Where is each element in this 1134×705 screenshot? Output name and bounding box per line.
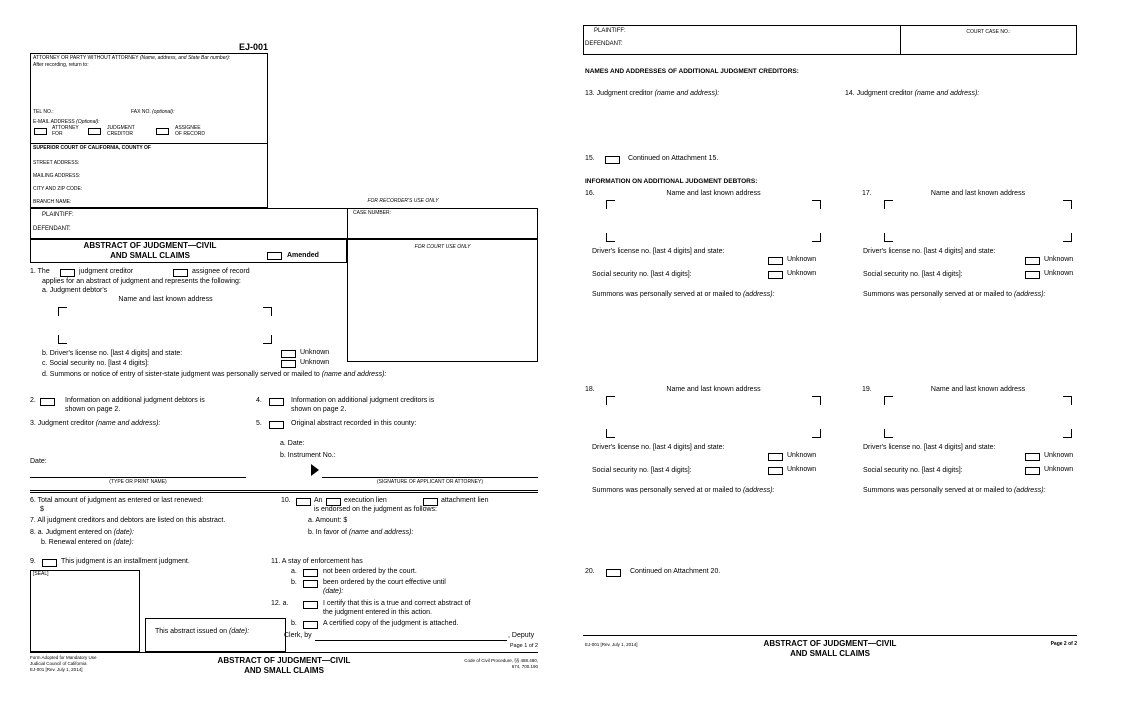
- debtor-ssn-unknown-label: Unknown: [787, 466, 817, 473]
- print-name-line[interactable]: [30, 477, 246, 478]
- page2-footer-left: EJ-001 [Rev. July 1, 2014]: [585, 642, 638, 647]
- debtor-ssn-unknown-checkbox[interactable]: [768, 467, 783, 475]
- item9-number: 9.: [30, 558, 36, 565]
- item15-checkbox[interactable]: [605, 156, 620, 164]
- debtor-dl-label: Driver's license no. [last 4 digits] and state:: [863, 444, 996, 451]
- debtor-dl-label: Driver's license no. [last 4 digits] and state:: [592, 248, 725, 255]
- item11-label: 11. A stay of enforcement has: [271, 558, 363, 565]
- item2-line1: Information on additional judgment debtors is: [65, 397, 205, 404]
- item1b-unknown-checkbox[interactable]: [281, 350, 296, 358]
- street-address-label: STREET ADDRESS:: [33, 160, 80, 166]
- debtor-block-16: [580, 190, 830, 310]
- debtor-name-label: Name and last known address: [666, 190, 761, 197]
- item4-number: 4.: [256, 397, 262, 404]
- item12a-line2: the judgment entered in this action.: [323, 609, 432, 616]
- item6-label: 6. Total amount of judgment as entered or last renewed:: [30, 497, 204, 504]
- debtor-dl-unknown-label: Unknown: [787, 256, 817, 263]
- debtor-dl-unknown-label: Unknown: [1044, 256, 1074, 263]
- item12b-number: b.: [291, 620, 297, 627]
- item1b-unknown-label: Unknown: [300, 349, 330, 356]
- deputy-label: , Deputy: [508, 632, 535, 639]
- item15-number: 15.: [585, 155, 595, 162]
- defendant-label: DEFENDANT:: [33, 226, 71, 232]
- item2-checkbox[interactable]: [40, 398, 55, 406]
- item14-label: 14. Judgment creditor (name and address):: [845, 90, 980, 97]
- debtor-summons-label: Summons was personally served at or mailed to (address):: [863, 487, 1046, 494]
- item2-number: 2.: [30, 397, 36, 404]
- item2-line2: shown on page 2.: [65, 406, 121, 413]
- mailing-address-label: MAILING ADDRESS:: [33, 173, 81, 179]
- debtor-number: 19.: [862, 386, 872, 393]
- item5a-label: a. Date:: [280, 440, 305, 447]
- judgment-creditor-label-2: CREDITOR: [107, 131, 134, 137]
- after-recording-label: After recording, return to:: [33, 62, 89, 68]
- item5b-label: b. Instrument No.:: [280, 452, 336, 459]
- item11a-checkbox[interactable]: [303, 569, 318, 577]
- superior-court-label: SUPERIOR COURT OF CALIFORNIA, COUNTY OF: [33, 145, 151, 151]
- item5-checkbox[interactable]: [269, 421, 284, 429]
- debtor-dl-unknown-checkbox[interactable]: [768, 257, 783, 265]
- signature-line[interactable]: [322, 477, 538, 478]
- item11a-label: not been ordered by the court.: [323, 568, 417, 575]
- court-use-box: [347, 239, 538, 362]
- signature-caption: (SIGNATURE OF APPLICANT OR ATTORNEY): [376, 479, 484, 485]
- item10a-label: a. Amount: $: [308, 517, 348, 524]
- seal-label: [SEAL]: [33, 571, 49, 577]
- item8a-label: 8. a. Judgment entered on (date):: [30, 529, 134, 536]
- item1-assignee-checkbox[interactable]: [173, 269, 188, 277]
- item13-label: 13. Judgment creditor (name and address):: [585, 90, 720, 97]
- debtor-ssn-unknown-label: Unknown: [1044, 466, 1074, 473]
- debtor-name-label: Name and last known address: [930, 386, 1026, 393]
- section-double-rule: [30, 490, 538, 493]
- item10-execution-lien-checkbox[interactable]: [326, 498, 341, 506]
- item7-label: 7. All judgment creditors and debtors are listed on this abstract.: [30, 517, 226, 524]
- debtor-summons-label: Summons was personally served at or mailed to (address):: [592, 291, 775, 298]
- footer-title-line1: ABSTRACT OF JUDGMENT—CIVIL: [217, 656, 351, 665]
- item1-judgment-creditor-checkbox[interactable]: [60, 269, 75, 277]
- debtor-ssn-label: Social security no. [last 4 digits]:: [592, 467, 692, 474]
- debtor-ssn-label: Social security no. [last 4 digits]:: [863, 271, 963, 278]
- date-label: Date:: [30, 458, 47, 465]
- footer-rule: [30, 652, 538, 653]
- footer-title-line2: AND SMALL CLAIMS: [244, 666, 324, 675]
- debtor-name-address-area[interactable]: [884, 200, 1072, 242]
- footer-left-line1: Form Adopted for Mandatory Use: [30, 655, 97, 660]
- debtor-name-label: Name and last known address: [666, 386, 761, 393]
- fax-label: FAX NO. (optional):: [131, 109, 175, 115]
- item3-label: 3. Judgment creditor (name and address):: [30, 420, 161, 427]
- item1c-label: c. Social security no. [last 4 digits]:: [42, 360, 149, 367]
- amended-checkbox[interactable]: [267, 252, 282, 260]
- email-label: E-MAIL ADDRESS (Optional):: [33, 119, 100, 125]
- item9-label: This judgment is an installment judgment.: [61, 558, 190, 565]
- debtor-summons-label: Summons was personally served at or mailed to (address):: [863, 291, 1046, 298]
- page2-footer-title-line2: AND SMALL CLAIMS: [790, 649, 870, 658]
- amended-label: Amended: [287, 252, 319, 259]
- debtor-ssn-unknown-label: Unknown: [1044, 270, 1074, 277]
- footer-right-line2: 674, 700.190: [511, 664, 538, 669]
- city-zip-label: CITY AND ZIP CODE:: [33, 186, 83, 192]
- branch-name-label: BRANCH NAME:: [33, 199, 72, 205]
- debtor-ssn-label: Social security no. [last 4 digits]:: [863, 467, 963, 474]
- item10-an-label: An: [314, 497, 323, 504]
- debtor-ssn-unknown-checkbox[interactable]: [1025, 467, 1040, 475]
- item12b-label: A certified copy of the judgment is attached.: [323, 620, 459, 627]
- item1-assignee-label: assignee of record: [192, 268, 250, 275]
- debtor-summons-label: Summons was personally served at or mailed to (address):: [592, 487, 775, 494]
- debtor-dl-unknown-checkbox[interactable]: [1025, 453, 1040, 461]
- debtor-block-18: [580, 386, 830, 506]
- tel-label: TEL NO.:: [33, 109, 54, 115]
- item11b-number: b.: [291, 579, 297, 586]
- debtor-dl-unknown-label: Unknown: [1044, 452, 1074, 459]
- debtor-name-address-area[interactable]: [884, 396, 1072, 438]
- item12a-line1: I certify that this is a true and correct abstract of: [323, 600, 471, 607]
- court-section-divider: [30, 143, 268, 144]
- recorder-use-label: FOR RECORDER'S USE ONLY: [367, 198, 439, 204]
- item20-number: 20.: [585, 568, 595, 575]
- seal-box: [30, 570, 140, 652]
- party-caption-box: [30, 208, 538, 239]
- item6-dollar: $: [40, 506, 44, 513]
- page2-footer-title-line1: ABSTRACT OF JUDGMENT—CIVIL: [763, 639, 897, 648]
- debtor-number: 17.: [862, 190, 872, 197]
- assignee-label-1: ASSIGNEE: [175, 125, 201, 131]
- court-use-label: FOR COURT USE ONLY: [414, 244, 471, 250]
- item10-attachment-lien-label: attachment lien: [441, 497, 489, 504]
- item20-label: Continued on Attachment 20.: [630, 568, 721, 575]
- item1-pre: 1. The: [30, 268, 50, 275]
- item4-line1: Information on additional judgment creditors is: [291, 397, 435, 404]
- debtor-ssn-label: Social security no. [last 4 digits]:: [592, 271, 692, 278]
- item1-line2: applies for an abstract of judgment and represents the following:: [42, 278, 241, 285]
- case-number-label: CASE NUMBER:: [353, 210, 392, 216]
- item4-checkbox[interactable]: [269, 398, 284, 406]
- signature-arrow-icon: [311, 464, 319, 476]
- debtor-dl-label: Driver's license no. [last 4 digits] and state:: [592, 444, 725, 451]
- item12a-checkbox[interactable]: [303, 601, 318, 609]
- debtor-dl-label: Driver's license no. [last 4 digits] and state:: [863, 248, 996, 255]
- item1c-unknown-label: Unknown: [300, 359, 330, 366]
- item10b-label: b. In favor of (name and address):: [308, 529, 414, 536]
- page2-footer-rule: [583, 635, 1077, 636]
- page2-plaintiff-label: PLAINTIFF:: [594, 28, 626, 34]
- item1a-name-address-label: Name and last known address: [118, 296, 213, 303]
- form-number: EJ-001: [238, 42, 268, 52]
- debtor-ssn-unknown-checkbox[interactable]: [1025, 271, 1040, 279]
- debtor-number: 16.: [585, 190, 595, 197]
- item1a-name-address-area[interactable]: [58, 307, 272, 344]
- attorney-label: ATTORNEY OR PARTY WITHOUT ATTORNEY (Name, address, and State Bar number):: [33, 55, 231, 61]
- debtor-dl-unknown-checkbox[interactable]: [1025, 257, 1040, 265]
- clerk-by-label: Clerk, by: [284, 632, 312, 639]
- debtor-name-address-area[interactable]: [606, 200, 821, 242]
- attorney-for-checkbox[interactable]: [34, 128, 47, 135]
- debtor-ssn-unknown-label: Unknown: [787, 270, 817, 277]
- form-title-line2: AND SMALL CLAIMS: [110, 251, 190, 260]
- page2-page-label: Page 2 of 2: [1050, 641, 1077, 647]
- item12b-checkbox[interactable]: [303, 621, 318, 629]
- item5-number: 5.: [256, 420, 262, 427]
- item10-attachment-lien-checkbox[interactable]: [423, 498, 438, 506]
- print-name-caption: (TYPE OR PRINT NAME): [109, 479, 167, 485]
- footer-left-line2: Judicial Council of California: [30, 661, 87, 666]
- item11b-label: been ordered by the court effective until: [323, 579, 446, 586]
- debtor-number: 18.: [585, 386, 595, 393]
- page2-defendant-label: DEFENDANT:: [585, 41, 623, 47]
- attorney-for-label-2: FOR: [52, 131, 63, 137]
- item10-line2: is endorsed on the judgment as follows:: [314, 506, 437, 513]
- item1b-label: b. Driver's license no. [last 4 digits] and state:: [42, 350, 183, 357]
- item9-checkbox[interactable]: [42, 559, 57, 567]
- debtor-block-17: [858, 190, 1108, 310]
- form-page-1: [28, 40, 540, 700]
- item1d-label: d. Summons or notice of entry of sister-state judgment was personally served or mailed to (name and address):: [42, 371, 387, 378]
- item11b-checkbox[interactable]: [303, 580, 318, 588]
- item10-number: 10.: [281, 497, 291, 504]
- item4-line2: shown on page 2.: [291, 406, 347, 413]
- assignee-of-record-checkbox[interactable]: [156, 128, 169, 135]
- debtor-ssn-unknown-checkbox[interactable]: [768, 271, 783, 279]
- item11b-date-label: (date):: [323, 588, 344, 595]
- plaintiff-label: PLAINTIFF:: [42, 212, 74, 218]
- item10-an-checkbox[interactable]: [296, 498, 311, 506]
- footer-left-line3: EJ-001 [Rev. July 1, 2014]: [30, 667, 83, 672]
- court-case-no-label: COURT CASE NO.:: [966, 29, 1011, 35]
- assignee-label-2: OF RECORD: [175, 131, 205, 137]
- item20-checkbox[interactable]: [606, 569, 621, 577]
- item12a-number: 12. a.: [271, 600, 289, 607]
- judgment-creditor-checkbox[interactable]: [88, 128, 101, 135]
- attorney-for-label-1: ATTORNEY: [52, 125, 79, 131]
- item8b-label: b. Renewal entered on (date):: [41, 539, 134, 546]
- debtor-dl-unknown-label: Unknown: [787, 452, 817, 459]
- debtor-name-address-area[interactable]: [606, 396, 821, 438]
- item10-execution-lien-label: execution lien: [344, 497, 387, 504]
- item15-label: Continued on Attachment 15.: [628, 155, 719, 162]
- item1-judgment-creditor-label: judgment creditor: [79, 268, 134, 275]
- page1-page-label: Page 1 of 2: [509, 643, 538, 649]
- additional-creditors-heading: NAMES AND ADDRESSES OF ADDITIONAL JUDGMENT CREDITORS:: [585, 68, 799, 75]
- footer-right-line1: Code of Civil Procedure, §§ 488.480,: [464, 658, 538, 663]
- item1a-label: a. Judgment debtor's: [42, 287, 108, 294]
- additional-debtors-heading: INFORMATION ON ADDITIONAL JUDGMENT DEBTORS:: [585, 178, 758, 185]
- clerk-signature-line[interactable]: [315, 640, 507, 641]
- item11a-number: a.: [291, 568, 297, 575]
- form-page-2: [580, 22, 1080, 662]
- debtor-name-label: Name and last known address: [930, 190, 1026, 197]
- item1c-unknown-checkbox[interactable]: [281, 360, 296, 368]
- abstract-issued-label: This abstract issued on (date):: [155, 628, 250, 635]
- form-title-line1: ABSTRACT OF JUDGMENT—CIVIL: [83, 241, 217, 250]
- debtor-block-19: [858, 386, 1108, 506]
- judgment-creditor-label-1: JUDGMENT: [107, 125, 135, 131]
- item5-line1: Original abstract recorded in this county:: [291, 420, 417, 427]
- debtor-dl-unknown-checkbox[interactable]: [768, 453, 783, 461]
- caption-divider: [347, 208, 348, 239]
